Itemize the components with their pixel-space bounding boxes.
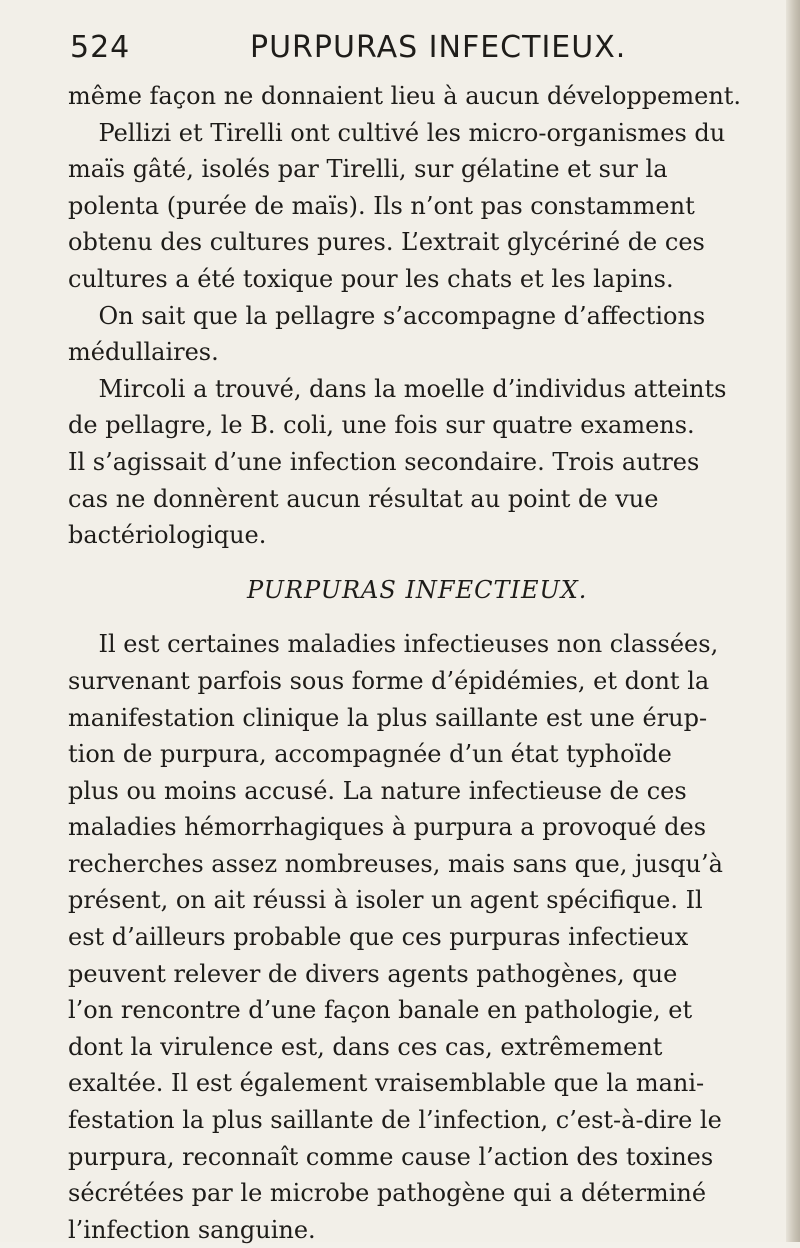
text-line: cas ne donnèrent aucun résultat au point de vue — [68, 484, 659, 513]
text-line: festation la plus saillante de l’infection, c’est-à-dire le — [68, 1106, 722, 1135]
text-line: sécrétées par le microbe pathogène qui a déterminé — [68, 1179, 707, 1208]
body-text — [68, 78, 768, 1248]
text-line: plus ou moins accusé. La nature infectieuse de ces — [68, 776, 687, 805]
text-line: obtenu des cultures pures. L’extrait glycériné de ces — [68, 228, 705, 257]
text-line: cultures a été toxique pour les chats et les lapins. — [68, 264, 674, 293]
text-line: maïs gâté, isolés par Tirelli, sur gélatine et sur la — [68, 155, 668, 184]
section-one — [68, 78, 768, 554]
section-gap — [68, 608, 768, 626]
text-line: tion de purpura, accompagnée d’un état typhoïde — [68, 740, 672, 769]
text-line: Il est certaines maladies infectieuses non classées, — [68, 630, 719, 659]
section-heading: PURPURAS INFECTIEUX. — [247, 575, 588, 604]
text-line: exaltée. Il est également vraisemblable que la mani- — [68, 1069, 705, 1098]
text-line: manifestation clinique la plus saillante est une érup- — [68, 703, 708, 732]
text-line: l’on rencontre d’une façon banale en pathologie, et — [68, 996, 693, 1025]
text-line: peuvent relever de divers agents pathogènes, que — [68, 959, 678, 988]
text-line: On sait que la pellagre s’accompagne d’affections — [68, 301, 706, 330]
text-line: dont la virulence est, dans ces cas, extrêmement — [68, 1032, 663, 1061]
page-number: 524 — [70, 30, 131, 65]
text-line: même façon ne donnaient lieu à aucun développement. — [68, 82, 742, 110]
text-line: Mircoli a trouvé, dans la moelle d’individus atteints — [68, 374, 727, 403]
section-two — [68, 626, 768, 1248]
text-line: polenta (purée de maïs). Ils n’ont pas constamment — [68, 191, 695, 220]
text-line: recherches assez nombreuses, mais sans que, jusqu’à — [68, 849, 723, 878]
section-gap — [68, 554, 768, 572]
text-line: maladies hémorrhagiques à purpura a provoqué des — [68, 813, 707, 842]
text-line: est d’ailleurs probable que ces purpuras infectieux — [68, 923, 689, 952]
text-line: médullaires. — [68, 338, 219, 367]
text-line: bactériologique. — [68, 521, 267, 550]
text-line: purpura, reconnaît comme cause l’action des toxines — [68, 1142, 714, 1171]
text-line: de pellagre, le B. coli, une fois sur quatre examens. — [68, 411, 695, 440]
text-line: l’infection sanguine. — [68, 1215, 316, 1244]
running-header — [70, 30, 770, 74]
text-line: Il s’agissait d’une infection secondaire. Trois autres — [68, 447, 700, 476]
text-line: survenant parfois sous forme d’épidémies, et dont la — [68, 666, 710, 695]
text-line: Pellizi et Tirelli ont cultivé les micro-organismes du — [68, 118, 726, 147]
page-edge — [786, 0, 800, 1242]
running-title: PURPURAS INFECTIEUX. — [250, 30, 627, 65]
text-line: présent, on ait réussi à isoler un agent spécifique. Il — [68, 886, 703, 915]
